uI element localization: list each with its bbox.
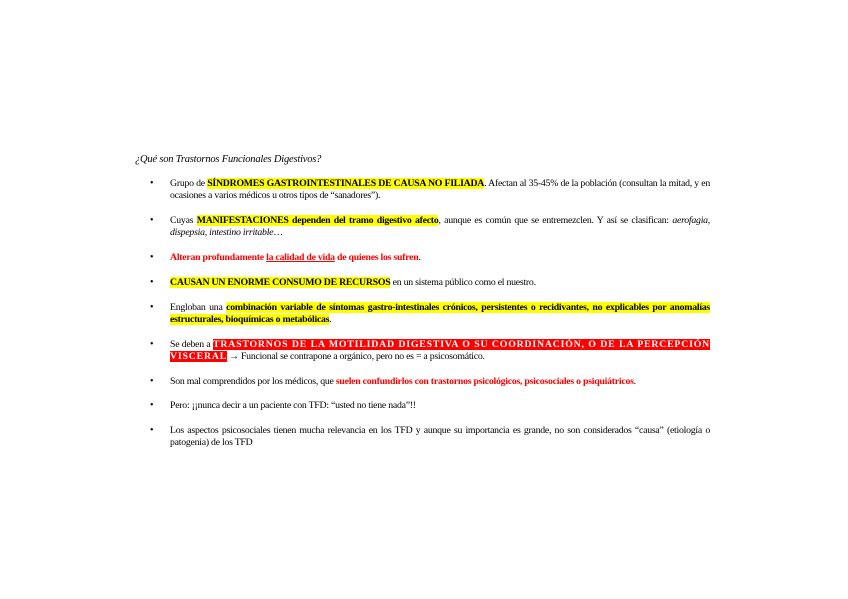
bullet-icon: • xyxy=(150,400,154,412)
list-item: • Cuyas MANIFESTACIONES dependen del tramo digestivo afecto, aunque es común que se entremezclen. Y así se clasifican: aerofagia, dispepsia, intestino irritable… xyxy=(150,215,711,239)
bullet-icon: • xyxy=(150,178,154,189)
highlight-text: combinación variable de síntomas gastro-intestinales crónicos, persistentes o recidivantes, no explicables por anomalías estructurales, bioquímicas o metabólicas xyxy=(170,301,710,325)
highlight-text: TRASTORNOS DE LA MOTILIDAD DIGESTIVA O SU COORDINACIÓN, O DE LA PERCEPCIÓN VISCERAL xyxy=(170,338,710,362)
highlight-text: CAUSAN UN ENORME CONSUMO DE RECURSOS xyxy=(170,276,391,288)
list-item: • Grupo de SÍNDROMES GASTROINTESTINALES DE CAUSA NO FILIADA. Afectan al 35-45% de la población (consultan la mitad, y en ocasiones a varios médicos u otros tipos de “sanadores”). xyxy=(150,178,710,202)
list-item: • Se deben a TRASTORNOS DE LA MOTILIDAD DIGESTIVA O SU COORDINACIÓN, O DE LA PERCEPCIÓN VISCERAL → Funcional se contrapone a orgánico, pero no es = a psicosomático. xyxy=(150,338,710,362)
bullet-icon: • xyxy=(150,276,154,288)
list-item: • Los aspectos psicosociales tienen mucha relevancia en los TFD y aunque su importancia es grande, no son considerados “causa” (etiología o patogenia) de los TFD xyxy=(150,425,710,449)
bullet-icon: • xyxy=(150,425,154,437)
list-item: • Alteran profundamente la calidad de vida de quienes los sufren. xyxy=(150,252,421,263)
highlight-text: MANIFESTACIONES xyxy=(196,215,289,226)
bullet-icon: • xyxy=(150,301,154,313)
highlight-text: suelen confundirlos con trastornos psicológicos, psicosociales o psiquiátricos xyxy=(335,375,634,387)
bullet-icon: • xyxy=(150,338,154,350)
highlight-text: SÍNDROMES GASTROINTESTINALES DE CAUSA NO FILIADA xyxy=(207,178,485,189)
bullet-icon: • xyxy=(150,375,154,387)
bullet-list xyxy=(150,178,710,462)
list-item: • Pero: ¡¡nunca decir a un paciente con TFD: “usted no tiene nada”!! xyxy=(150,400,416,412)
bullet-icon: • xyxy=(150,215,154,226)
list-item: • CAUSAN UN ENORME CONSUMO DE RECURSOS en un sistema público como el nuestro. xyxy=(150,276,536,288)
page-title: ¿Qué son Trastornos Funcionales Digestivos? xyxy=(135,154,322,165)
bullet-icon: • xyxy=(150,252,154,263)
list-item: • Son mal comprendidos por los médicos, que suelen confundirlos con trastornos psicológicos, psicosociales o psiquiátricos. xyxy=(150,375,636,387)
highlight-text: dependen del tramo digestivo afecto xyxy=(292,215,439,226)
list-item: • Engloban una combinación variable de síntomas gastro-intestinales crónicos, persistentes o recidivantes, no explicables por anomalías estructurales, bioquímicas o metabólicas. xyxy=(150,301,710,325)
